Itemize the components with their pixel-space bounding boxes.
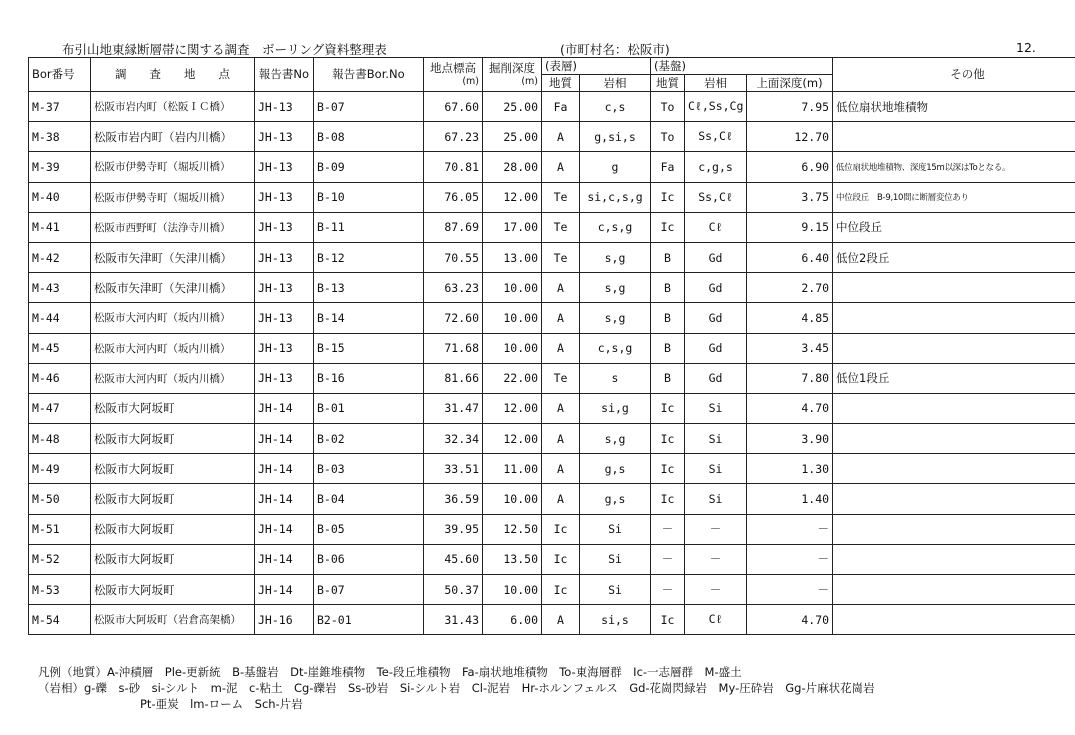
cell-surface-geology: A bbox=[542, 424, 580, 454]
cell-other bbox=[833, 273, 1075, 303]
cell-location: 松阪市大阿坂町 bbox=[91, 454, 255, 484]
cell-elevation: 32.34 bbox=[424, 424, 483, 454]
cell-base-lithology: Ss,Cℓ bbox=[685, 122, 747, 152]
cell-base-geology: Ic bbox=[651, 393, 685, 423]
cell-report-bor-no: B-13 bbox=[314, 273, 424, 303]
cell-report-no: JH-13 bbox=[255, 273, 314, 303]
cell-base-lithology: Cℓ bbox=[685, 212, 747, 242]
cell-depth: 17.00 bbox=[483, 212, 542, 242]
col-other: その他 bbox=[833, 58, 1075, 92]
cell-base-geology: To bbox=[651, 122, 685, 152]
boring-data-table bbox=[28, 57, 1075, 635]
cell-bor-number: M-53 bbox=[29, 575, 91, 605]
cell-other: 低位2段丘 bbox=[833, 242, 1075, 272]
cell-report-no: JH-13 bbox=[255, 122, 314, 152]
cell-depth: 28.00 bbox=[483, 152, 542, 182]
cell-report-no: JH-13 bbox=[255, 92, 314, 122]
col-depth bbox=[483, 58, 542, 92]
cell-report-no: JH-14 bbox=[255, 575, 314, 605]
legend-geology: 凡例（地質）A-沖積層 Ple-更新統 B-基盤岩 Dt-崖錐堆積物 Te-段丘堆積物 Fa-扇状地堆積物 To-東海層群 Ic-一志層群 M-盛土 bbox=[38, 665, 742, 679]
cell-location: 松阪市西野町（法浄寺川橋） bbox=[91, 212, 255, 242]
cell-report-no: JH-14 bbox=[255, 484, 314, 514]
cell-depth: 10.00 bbox=[483, 333, 542, 363]
city-name: (市町村名：松阪市) bbox=[560, 42, 670, 57]
col-depth-label: 掘削深度 bbox=[489, 60, 535, 75]
cell-surface-geology: A bbox=[542, 393, 580, 423]
cell-base-geology: To bbox=[651, 92, 685, 122]
cell-depth: 10.00 bbox=[483, 484, 542, 514]
cell-location: 松阪市大阿坂町 bbox=[91, 393, 255, 423]
cell-base-lithology: Si bbox=[685, 393, 747, 423]
cell-location: 松阪市岩内町（松阪ＩＣ橋） bbox=[91, 92, 255, 122]
cell-bor-number: M-39 bbox=[29, 152, 91, 182]
cell-base-lithology: Gd bbox=[685, 363, 747, 393]
cell-depth: 12.00 bbox=[483, 393, 542, 423]
cell-location: 松阪市大阿坂町 bbox=[91, 544, 255, 574]
cell-depth: 13.50 bbox=[483, 544, 542, 574]
table-row bbox=[29, 212, 1075, 242]
cell-location: 松阪市大河内町（坂内川橋） bbox=[91, 303, 255, 333]
cell-location: 松阪市大河内町（坂内川橋） bbox=[91, 333, 255, 363]
cell-surface-geology: Te bbox=[542, 182, 580, 212]
cell-base-lithology: Si bbox=[685, 454, 747, 484]
cell-base-depth: 7.95 bbox=[747, 92, 833, 122]
cell-base-depth: 12.70 bbox=[747, 122, 833, 152]
table-row bbox=[29, 273, 1075, 303]
table-row bbox=[29, 544, 1075, 574]
cell-surface-lithology: Si bbox=[580, 514, 651, 544]
cell-bor-number: M-46 bbox=[29, 363, 91, 393]
cell-base-lithology: Gd bbox=[685, 333, 747, 363]
cell-report-no: JH-13 bbox=[255, 303, 314, 333]
cell-base-geology: Ic bbox=[651, 605, 685, 635]
col-bor-number: Bor番号 bbox=[29, 58, 91, 92]
cell-elevation: 70.81 bbox=[424, 152, 483, 182]
cell-surface-lithology: s,g bbox=[580, 424, 651, 454]
cell-elevation: 45.60 bbox=[424, 544, 483, 574]
cell-base-depth: 1.40 bbox=[747, 484, 833, 514]
cell-surface-geology: A bbox=[542, 303, 580, 333]
cell-report-bor-no: B-09 bbox=[314, 152, 424, 182]
cell-bor-number: M-41 bbox=[29, 212, 91, 242]
cell-base-lithology: Si bbox=[685, 484, 747, 514]
cell-base-depth: 1.30 bbox=[747, 454, 833, 484]
cell-depth: 12.50 bbox=[483, 514, 542, 544]
cell-base-depth: 4.70 bbox=[747, 605, 833, 635]
cell-surface-lithology: g,s bbox=[580, 484, 651, 514]
cell-surface-lithology: c,s,g bbox=[580, 333, 651, 363]
cell-report-bor-no: B-15 bbox=[314, 333, 424, 363]
cell-base-lithology: Si bbox=[685, 424, 747, 454]
cell-bor-number: M-37 bbox=[29, 92, 91, 122]
cell-location: 松阪市矢津町（矢津川橋） bbox=[91, 273, 255, 303]
cell-report-bor-no: B-03 bbox=[314, 454, 424, 484]
cell-bor-number: M-44 bbox=[29, 303, 91, 333]
cell-base-geology: － bbox=[651, 575, 685, 605]
cell-base-lithology: － bbox=[685, 575, 747, 605]
cell-report-bor-no: B2-01 bbox=[314, 605, 424, 635]
cell-base-geology: B bbox=[651, 333, 685, 363]
cell-surface-geology: A bbox=[542, 152, 580, 182]
cell-base-depth: 3.75 bbox=[747, 182, 833, 212]
cell-elevation: 39.95 bbox=[424, 514, 483, 544]
cell-base-depth: 4.70 bbox=[747, 393, 833, 423]
col-elevation-label: 地点標高 bbox=[430, 60, 476, 75]
cell-report-no: JH-14 bbox=[255, 454, 314, 484]
cell-report-bor-no: B-16 bbox=[314, 363, 424, 393]
cell-surface-lithology: c,s bbox=[580, 92, 651, 122]
cell-elevation: 36.59 bbox=[424, 484, 483, 514]
cell-report-bor-no: B-12 bbox=[314, 242, 424, 272]
cell-report-bor-no: B-06 bbox=[314, 544, 424, 574]
cell-base-geology: － bbox=[651, 514, 685, 544]
table-row bbox=[29, 303, 1075, 333]
cell-surface-geology: A bbox=[542, 333, 580, 363]
cell-other bbox=[833, 454, 1075, 484]
cell-base-geology: － bbox=[651, 544, 685, 574]
cell-other bbox=[833, 424, 1075, 454]
col-elevation bbox=[424, 58, 483, 92]
cell-base-lithology: － bbox=[685, 514, 747, 544]
cell-bor-number: M-54 bbox=[29, 605, 91, 635]
cell-base-geology: Ic bbox=[651, 454, 685, 484]
cell-location: 松阪市大阿坂町（岩倉高架橋） bbox=[91, 605, 255, 635]
cell-depth: 12.00 bbox=[483, 182, 542, 212]
cell-elevation: 33.51 bbox=[424, 454, 483, 484]
cell-base-lithology: Ss,Cℓ bbox=[685, 182, 747, 212]
cell-other: 低位扇状地堆積物、深度15m以深はToとなる。 bbox=[833, 152, 1075, 182]
cell-depth: 11.00 bbox=[483, 454, 542, 484]
cell-report-bor-no: B-05 bbox=[314, 514, 424, 544]
cell-base-depth: 7.80 bbox=[747, 363, 833, 393]
col-base-geology: 地質 bbox=[651, 75, 685, 92]
cell-base-geology: Ic bbox=[651, 484, 685, 514]
cell-base-depth: － bbox=[747, 514, 833, 544]
cell-report-no: JH-13 bbox=[255, 242, 314, 272]
table-row bbox=[29, 122, 1075, 152]
cell-report-bor-no: B-14 bbox=[314, 303, 424, 333]
cell-report-no: JH-13 bbox=[255, 333, 314, 363]
cell-surface-geology: Te bbox=[542, 212, 580, 242]
cell-report-no: JH-13 bbox=[255, 152, 314, 182]
cell-other bbox=[833, 122, 1075, 152]
col-location: 調 査 地 点 bbox=[91, 58, 255, 92]
cell-surface-lithology: Si bbox=[580, 575, 651, 605]
col-surface-group: (表層) bbox=[542, 58, 651, 75]
cell-report-no: JH-14 bbox=[255, 393, 314, 423]
cell-surface-lithology: si,g bbox=[580, 393, 651, 423]
cell-base-depth: 6.90 bbox=[747, 152, 833, 182]
cell-elevation: 67.23 bbox=[424, 122, 483, 152]
cell-surface-geology: Ic bbox=[542, 575, 580, 605]
cell-depth: 10.00 bbox=[483, 303, 542, 333]
cell-base-geology: B bbox=[651, 303, 685, 333]
cell-surface-lithology: s,g bbox=[580, 273, 651, 303]
table-row bbox=[29, 484, 1075, 514]
cell-report-bor-no: B-02 bbox=[314, 424, 424, 454]
cell-surface-lithology: Si bbox=[580, 544, 651, 574]
cell-location: 松阪市大阿坂町 bbox=[91, 484, 255, 514]
table-row bbox=[29, 454, 1075, 484]
col-base-group: (基盤) bbox=[651, 58, 833, 75]
cell-depth: 12.00 bbox=[483, 424, 542, 454]
cell-elevation: 81.66 bbox=[424, 363, 483, 393]
table-row bbox=[29, 363, 1075, 393]
cell-other bbox=[833, 303, 1075, 333]
cell-base-lithology: Gd bbox=[685, 242, 747, 272]
table-row bbox=[29, 393, 1075, 423]
cell-location: 松阪市大阿坂町 bbox=[91, 514, 255, 544]
cell-base-lithology: － bbox=[685, 544, 747, 574]
cell-bor-number: M-52 bbox=[29, 544, 91, 574]
cell-other bbox=[833, 333, 1075, 363]
cell-base-depth: 4.85 bbox=[747, 303, 833, 333]
cell-other: 低位1段丘 bbox=[833, 363, 1075, 393]
table-row bbox=[29, 242, 1075, 272]
cell-elevation: 31.43 bbox=[424, 605, 483, 635]
col-depth-unit: (m) bbox=[521, 75, 538, 87]
cell-surface-lithology: si,s bbox=[580, 605, 651, 635]
col-surface-lithology: 岩相 bbox=[580, 75, 651, 92]
cell-surface-geology: Ic bbox=[542, 544, 580, 574]
cell-other bbox=[833, 544, 1075, 574]
cell-depth: 10.00 bbox=[483, 273, 542, 303]
col-base-depth: 上面深度(m) bbox=[747, 75, 833, 92]
document-title: 布引山地東縁断層帯に関する調査 ボーリング資料整理表 bbox=[62, 42, 387, 57]
cell-base-geology: B bbox=[651, 242, 685, 272]
cell-other: 低位扇状地堆積物 bbox=[833, 92, 1075, 122]
table-row bbox=[29, 514, 1075, 544]
cell-bor-number: M-50 bbox=[29, 484, 91, 514]
cell-surface-lithology: s,g bbox=[580, 303, 651, 333]
cell-elevation: 87.69 bbox=[424, 212, 483, 242]
cell-surface-geology: A bbox=[542, 273, 580, 303]
cell-report-bor-no: B-11 bbox=[314, 212, 424, 242]
cell-depth: 6.00 bbox=[483, 605, 542, 635]
col-report-no: 報告書No bbox=[255, 58, 314, 92]
cell-surface-geology: Fa bbox=[542, 92, 580, 122]
cell-base-geology: Ic bbox=[651, 212, 685, 242]
cell-surface-geology: Te bbox=[542, 242, 580, 272]
col-elevation-unit: (m) bbox=[462, 75, 479, 87]
cell-other bbox=[833, 575, 1075, 605]
cell-surface-lithology: s,g bbox=[580, 242, 651, 272]
cell-elevation: 70.55 bbox=[424, 242, 483, 272]
cell-report-bor-no: B-10 bbox=[314, 182, 424, 212]
cell-report-no: JH-13 bbox=[255, 363, 314, 393]
cell-report-no: JH-14 bbox=[255, 544, 314, 574]
cell-location: 松阪市大阿坂町 bbox=[91, 575, 255, 605]
cell-elevation: 63.23 bbox=[424, 273, 483, 303]
cell-surface-lithology: c,s,g bbox=[580, 212, 651, 242]
cell-surface-geology: A bbox=[542, 605, 580, 635]
cell-report-bor-no: B-04 bbox=[314, 484, 424, 514]
cell-report-no: JH-14 bbox=[255, 514, 314, 544]
cell-base-geology: Fa bbox=[651, 152, 685, 182]
cell-base-geology: Ic bbox=[651, 424, 685, 454]
cell-surface-geology: A bbox=[542, 484, 580, 514]
col-surface-geology: 地質 bbox=[542, 75, 580, 92]
cell-elevation: 31.47 bbox=[424, 393, 483, 423]
cell-report-bor-no: B-07 bbox=[314, 575, 424, 605]
cell-elevation: 67.60 bbox=[424, 92, 483, 122]
cell-location: 松阪市大河内町（坂内川橋） bbox=[91, 363, 255, 393]
cell-surface-geology: A bbox=[542, 122, 580, 152]
cell-surface-lithology: g,s bbox=[580, 454, 651, 484]
table-row bbox=[29, 333, 1075, 363]
cell-surface-lithology: g bbox=[580, 152, 651, 182]
cell-surface-geology: Ic bbox=[542, 514, 580, 544]
cell-elevation: 50.37 bbox=[424, 575, 483, 605]
cell-other bbox=[833, 484, 1075, 514]
table-row bbox=[29, 152, 1075, 182]
cell-bor-number: M-49 bbox=[29, 454, 91, 484]
cell-location: 松阪市大阿坂町 bbox=[91, 424, 255, 454]
cell-report-no: JH-14 bbox=[255, 424, 314, 454]
cell-surface-lithology: s bbox=[580, 363, 651, 393]
cell-bor-number: M-43 bbox=[29, 273, 91, 303]
cell-report-bor-no: B-01 bbox=[314, 393, 424, 423]
cell-elevation: 76.05 bbox=[424, 182, 483, 212]
page-number: 12. bbox=[1016, 40, 1036, 55]
cell-bor-number: M-38 bbox=[29, 122, 91, 152]
cell-base-lithology: c,g,s bbox=[685, 152, 747, 182]
cell-depth: 25.00 bbox=[483, 92, 542, 122]
legend-lithology: （岩相）g-礫 s-砂 si-シルト m-泥 c-粘土 Cg-礫岩 Ss-砂岩 Si-シルト岩 Cl-泥岩 Hr-ホルンフェルス Gd-花崗閃緑岩 My-圧砕岩 Gg-片麻状花崗岩 bbox=[38, 681, 875, 695]
col-base-lithology: 岩相 bbox=[685, 75, 747, 92]
cell-report-bor-no: B-08 bbox=[314, 122, 424, 152]
cell-base-depth: 9.15 bbox=[747, 212, 833, 242]
cell-surface-lithology: g,si,s bbox=[580, 122, 651, 152]
cell-location: 松阪市岩内町（岩内川橋） bbox=[91, 122, 255, 152]
cell-location: 松阪市伊勢寺町（堀坂川橋） bbox=[91, 182, 255, 212]
cell-base-geology: B bbox=[651, 363, 685, 393]
table-row bbox=[29, 424, 1075, 454]
cell-base-lithology: Gd bbox=[685, 303, 747, 333]
cell-bor-number: M-51 bbox=[29, 514, 91, 544]
table-row bbox=[29, 182, 1075, 212]
cell-depth: 10.00 bbox=[483, 575, 542, 605]
col-report-bor-no: 報告書Bor.No bbox=[314, 58, 424, 92]
cell-base-geology: B bbox=[651, 273, 685, 303]
cell-bor-number: M-40 bbox=[29, 182, 91, 212]
cell-bor-number: M-45 bbox=[29, 333, 91, 363]
cell-bor-number: M-42 bbox=[29, 242, 91, 272]
table-row bbox=[29, 92, 1075, 122]
cell-surface-geology: Te bbox=[542, 363, 580, 393]
table-row bbox=[29, 605, 1075, 635]
cell-base-depth: 3.90 bbox=[747, 424, 833, 454]
cell-surface-geology: A bbox=[542, 454, 580, 484]
cell-depth: 22.00 bbox=[483, 363, 542, 393]
cell-other bbox=[833, 393, 1075, 423]
cell-base-lithology: Cℓ,Ss,Cg bbox=[685, 92, 747, 122]
cell-base-depth: － bbox=[747, 544, 833, 574]
cell-surface-lithology: si,c,s,g bbox=[580, 182, 651, 212]
cell-base-depth: － bbox=[747, 575, 833, 605]
cell-bor-number: M-48 bbox=[29, 424, 91, 454]
cell-depth: 25.00 bbox=[483, 122, 542, 152]
cell-location: 松阪市伊勢寺町（堀坂川橋） bbox=[91, 152, 255, 182]
cell-base-lithology: Cℓ bbox=[685, 605, 747, 635]
cell-base-depth: 2.70 bbox=[747, 273, 833, 303]
cell-base-geology: Ic bbox=[651, 182, 685, 212]
legend-lithology-cont: Pt-亜炭 lm-ローム Sch-片岩 bbox=[140, 697, 303, 711]
cell-other: 中位段丘 bbox=[833, 212, 1075, 242]
cell-base-lithology: Gd bbox=[685, 273, 747, 303]
cell-base-depth: 6.40 bbox=[747, 242, 833, 272]
cell-report-bor-no: B-07 bbox=[314, 92, 424, 122]
cell-other bbox=[833, 605, 1075, 635]
cell-elevation: 72.60 bbox=[424, 303, 483, 333]
cell-other: 中位段丘 B-9,10間に断層変位あり bbox=[833, 182, 1075, 212]
table-row bbox=[29, 575, 1075, 605]
cell-report-no: JH-13 bbox=[255, 182, 314, 212]
cell-report-no: JH-16 bbox=[255, 605, 314, 635]
cell-depth: 13.00 bbox=[483, 242, 542, 272]
cell-elevation: 71.68 bbox=[424, 333, 483, 363]
cell-other bbox=[833, 514, 1075, 544]
cell-report-no: JH-13 bbox=[255, 212, 314, 242]
cell-bor-number: M-47 bbox=[29, 393, 91, 423]
cell-base-depth: 3.45 bbox=[747, 333, 833, 363]
cell-location: 松阪市矢津町（矢津川橋） bbox=[91, 242, 255, 272]
